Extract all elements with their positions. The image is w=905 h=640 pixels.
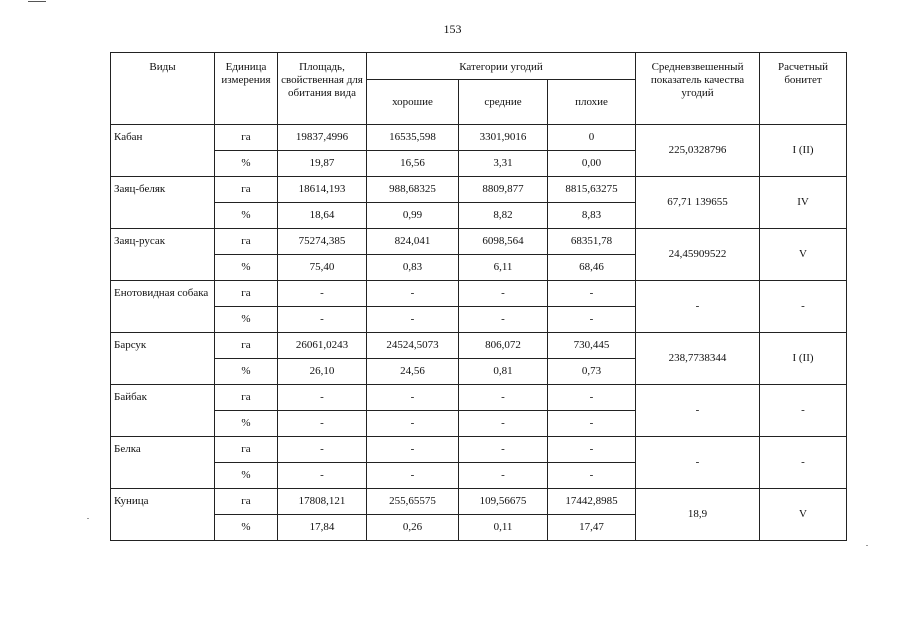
poor-percent: 0,00 <box>548 151 636 177</box>
good-percent: - <box>367 307 459 333</box>
header-unit: Единица измерения <box>215 53 278 125</box>
area-percent: - <box>278 307 367 333</box>
poor-percent: - <box>548 307 636 333</box>
species-name: Куница <box>111 489 215 541</box>
good-value: - <box>367 385 459 411</box>
medium-value: 8809,877 <box>459 177 548 203</box>
table-row <box>111 489 847 515</box>
unit-cell: % <box>215 463 278 489</box>
scan-speck <box>866 545 868 546</box>
poor-value: - <box>548 385 636 411</box>
good-percent: 24,56 <box>367 359 459 385</box>
good-percent: - <box>367 411 459 437</box>
medium-percent: - <box>459 307 548 333</box>
bonitet-value: V <box>760 229 847 281</box>
unit-cell: га <box>215 385 278 411</box>
species-name: Барсук <box>111 333 215 385</box>
poor-value: 68351,78 <box>548 229 636 255</box>
unit-cell: га <box>215 333 278 359</box>
area-value: - <box>278 385 367 411</box>
table-row <box>111 177 847 203</box>
good-value: 988,68325 <box>367 177 459 203</box>
medium-value: 109,56675 <box>459 489 548 515</box>
medium-value: 3301,9016 <box>459 125 548 151</box>
bonitet-value: I (II) <box>760 333 847 385</box>
medium-percent: 0,81 <box>459 359 548 385</box>
quality-index: 24,45909522 <box>636 229 760 281</box>
unit-cell: % <box>215 515 278 541</box>
good-percent: - <box>367 463 459 489</box>
scan-mark <box>28 1 46 2</box>
poor-percent: 8,83 <box>548 203 636 229</box>
medium-percent: - <box>459 411 548 437</box>
area-value: - <box>278 281 367 307</box>
species-name: Белка <box>111 437 215 489</box>
area-percent: 19,87 <box>278 151 367 177</box>
quality-index: 225,0328796 <box>636 125 760 177</box>
poor-value: 17442,8985 <box>548 489 636 515</box>
header-categories: Категории угодий <box>367 53 636 80</box>
header-poor: плохие <box>548 80 636 125</box>
unit-cell: га <box>215 177 278 203</box>
area-value: 75274,385 <box>278 229 367 255</box>
bonitet-value: - <box>760 385 847 437</box>
unit-cell: % <box>215 255 278 281</box>
unit-cell: га <box>215 281 278 307</box>
unit-cell: га <box>215 489 278 515</box>
area-percent: - <box>278 463 367 489</box>
header-good: хорошие <box>367 80 459 125</box>
medium-value: 6098,564 <box>459 229 548 255</box>
good-value: 824,041 <box>367 229 459 255</box>
good-percent: 0,99 <box>367 203 459 229</box>
quality-index: - <box>636 385 760 437</box>
area-percent: 26,10 <box>278 359 367 385</box>
species-name: Енотовидная собака <box>111 281 215 333</box>
poor-percent: - <box>548 463 636 489</box>
medium-value: - <box>459 385 548 411</box>
medium-percent: 3,31 <box>459 151 548 177</box>
table-row <box>111 229 847 255</box>
quality-index: - <box>636 437 760 489</box>
quality-index: - <box>636 281 760 333</box>
poor-percent: 17,47 <box>548 515 636 541</box>
medium-value: - <box>459 281 548 307</box>
good-percent: 0,83 <box>367 255 459 281</box>
good-value: - <box>367 281 459 307</box>
unit-cell: % <box>215 307 278 333</box>
area-percent: 75,40 <box>278 255 367 281</box>
table-row <box>111 385 847 411</box>
page-number: 153 <box>443 22 462 36</box>
quality-index: 67,71 139655 <box>636 177 760 229</box>
poor-value: 730,445 <box>548 333 636 359</box>
species-name: Заяц-беляк <box>111 177 215 229</box>
poor-value: 0 <box>548 125 636 151</box>
unit-cell: % <box>215 151 278 177</box>
unit-cell: га <box>215 437 278 463</box>
header-bonitet: Расчетный бонитет <box>760 53 847 125</box>
quality-index: 238,7738344 <box>636 333 760 385</box>
good-value: 24524,5073 <box>367 333 459 359</box>
area-value: - <box>278 437 367 463</box>
unit-cell: % <box>215 203 278 229</box>
good-value: 255,65575 <box>367 489 459 515</box>
poor-percent: 68,46 <box>548 255 636 281</box>
header-species: Виды <box>111 53 215 125</box>
area-value: 19837,4996 <box>278 125 367 151</box>
good-value: - <box>367 437 459 463</box>
medium-percent: 0,11 <box>459 515 548 541</box>
habitat-quality-table <box>110 52 847 541</box>
scan-speck <box>87 518 89 519</box>
header-medium: средние <box>459 80 548 125</box>
unit-cell: га <box>215 229 278 255</box>
medium-percent: 6,11 <box>459 255 548 281</box>
area-value: 26061,0243 <box>278 333 367 359</box>
poor-percent: - <box>548 411 636 437</box>
good-value: 16535,598 <box>367 125 459 151</box>
bonitet-value: - <box>760 437 847 489</box>
header-area: Площадь, свойственная для обитания вида <box>278 53 367 125</box>
medium-percent: 8,82 <box>459 203 548 229</box>
table-row <box>111 333 847 359</box>
area-percent: 17,84 <box>278 515 367 541</box>
area-value: 18614,193 <box>278 177 367 203</box>
header-quality-index: Средневзвешенный показатель качества угодий <box>636 53 760 125</box>
quality-index: 18,9 <box>636 489 760 541</box>
species-name: Заяц-русак <box>111 229 215 281</box>
medium-percent: - <box>459 463 548 489</box>
unit-cell: % <box>215 411 278 437</box>
poor-value: - <box>548 281 636 307</box>
area-percent: - <box>278 411 367 437</box>
medium-value: - <box>459 437 548 463</box>
poor-value: - <box>548 437 636 463</box>
unit-cell: % <box>215 359 278 385</box>
table-body <box>111 125 847 541</box>
medium-value: 806,072 <box>459 333 548 359</box>
bonitet-value: IV <box>760 177 847 229</box>
poor-value: 8815,63275 <box>548 177 636 203</box>
bonitet-value: I (II) <box>760 125 847 177</box>
table-row <box>111 281 847 307</box>
species-name: Байбак <box>111 385 215 437</box>
area-percent: 18,64 <box>278 203 367 229</box>
bonitet-value: - <box>760 281 847 333</box>
good-percent: 16,56 <box>367 151 459 177</box>
species-name: Кабан <box>111 125 215 177</box>
area-value: 17808,121 <box>278 489 367 515</box>
table-row <box>111 437 847 463</box>
table-row <box>111 125 847 151</box>
bonitet-value: V <box>760 489 847 541</box>
poor-percent: 0,73 <box>548 359 636 385</box>
unit-cell: га <box>215 125 278 151</box>
good-percent: 0,26 <box>367 515 459 541</box>
